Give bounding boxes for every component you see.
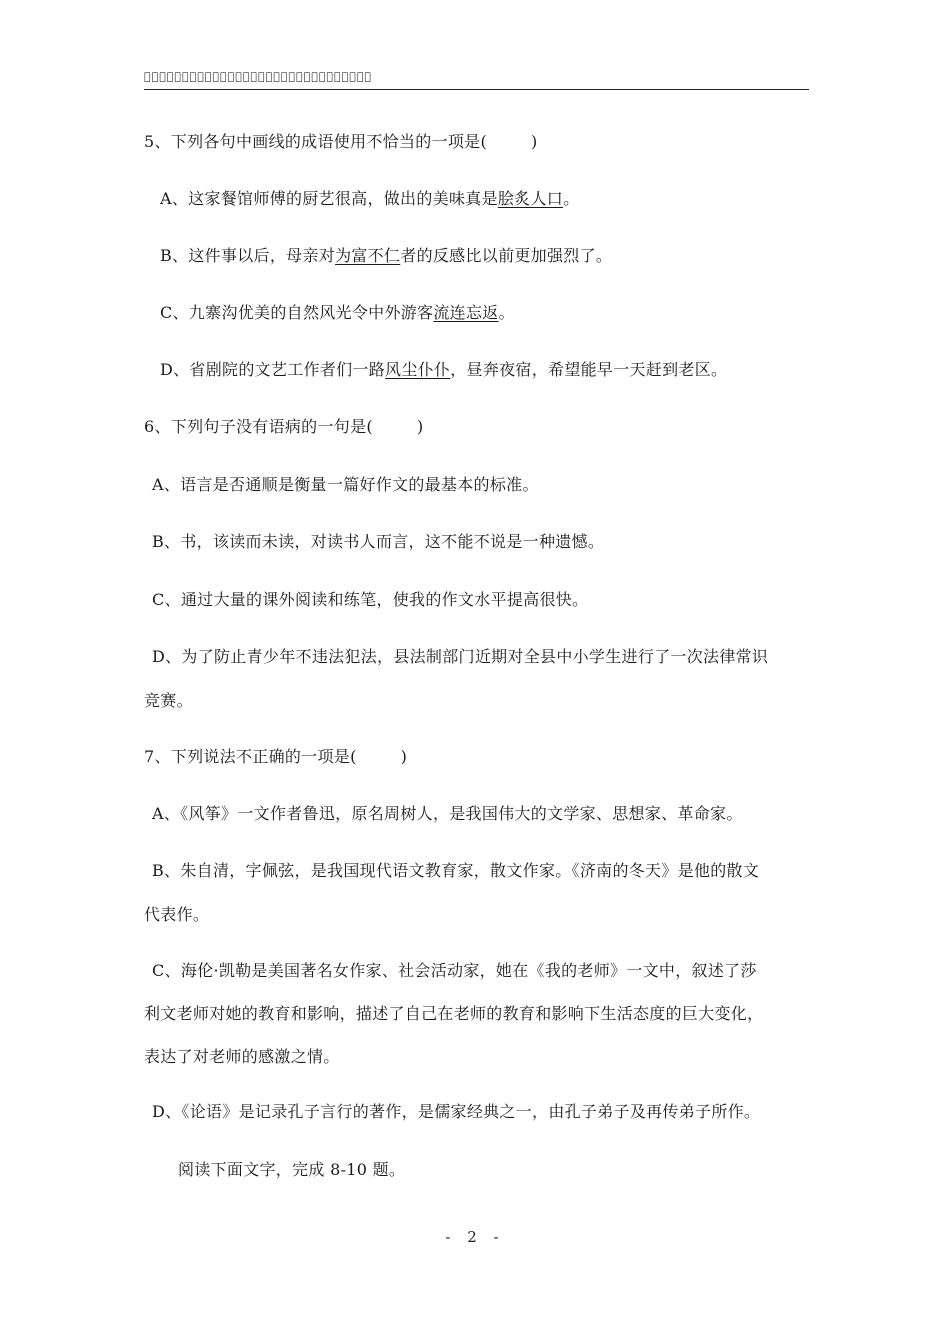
q5-option-c: C、九寨沟优美的自然风光令中外游客流连忘返。	[160, 303, 515, 322]
page-number: - 2 -	[445, 1228, 505, 1246]
underlined-idiom: 为富不仁	[335, 246, 401, 265]
underlined-idiom: 流连忘返	[433, 303, 499, 322]
q7-option-a: A、《风筝》一文作者鲁迅，原名周树人，是我国伟大的文学家、思想家、革命家。	[152, 804, 743, 823]
header-rule	[144, 89, 809, 90]
q6-option-b: B、书，该读而未读，对读书人而言，这不能不说是一种遗憾。	[152, 532, 605, 551]
q5-stem-text: 5、下列各句中画线的成语使用不恰当的一项是(	[144, 132, 488, 151]
underlined-idiom: 风尘仆仆	[385, 360, 451, 379]
q7-option-c-cont2: 表达了对老师的感激之情。	[144, 1047, 340, 1066]
question-6-stem: 6、下列句子没有语病的一句是( )	[144, 417, 424, 436]
underlined-idiom: 脍炙人口	[497, 189, 564, 208]
q7-option-c-cont1: 利文老师对她的教育和影响，描述了自己在老师的教育和影响下生活态度的巨大变化，	[144, 1004, 764, 1023]
question-7-stem: 7、下列说法不正确的一项是( )	[144, 747, 408, 766]
q5-option-a: A、这家餐馆师傅的厨艺很高，做出的美味真是脍炙人口。	[160, 189, 580, 208]
q7-option-d: D、《论语》是记录孔子言行的著作，是儒家经典之一，由孔子弟子及再传弟子所作。	[152, 1102, 761, 1121]
q6-option-c: C、通过大量的课外阅读和练笔，使我的作文水平提高很快。	[152, 590, 589, 609]
q7-option-c: C、海伦·凯勒是美国著名女作家、社会活动家，她在《我的老师》一文中，叙述了莎	[152, 961, 757, 980]
q7-option-b: B、朱自清，字佩弦，是我国现代语文教育家，散文作家。《济南的冬天》是他的散文	[152, 861, 760, 880]
q5-option-d: D、省剧院的文艺工作者们一路风尘仆仆，昼奔夜宿，希望能早一天赶到老区。	[160, 360, 728, 379]
q5-option-b: B、这件事以后，母亲对为富不仁者的反感比以前更加强烈了。	[160, 246, 613, 265]
q6-option-d-cont: 竞赛。	[144, 691, 193, 710]
question-5-stem	[144, 131, 814, 153]
reading-instruction: 阅读下面文字，完成 8-10 题。	[178, 1160, 406, 1179]
q7-option-b-cont: 代表作。	[144, 905, 210, 924]
q6-option-a: A、语言是否通顺是衡量一篇好作文的最基本的标准。	[152, 475, 539, 494]
page-header	[144, 70, 808, 88]
q5-close: )	[531, 132, 538, 151]
q6-option-d: D、为了防止青少年不违法犯法，县法制部门近期对全县中小学生进行了一次法律常识	[152, 647, 769, 666]
